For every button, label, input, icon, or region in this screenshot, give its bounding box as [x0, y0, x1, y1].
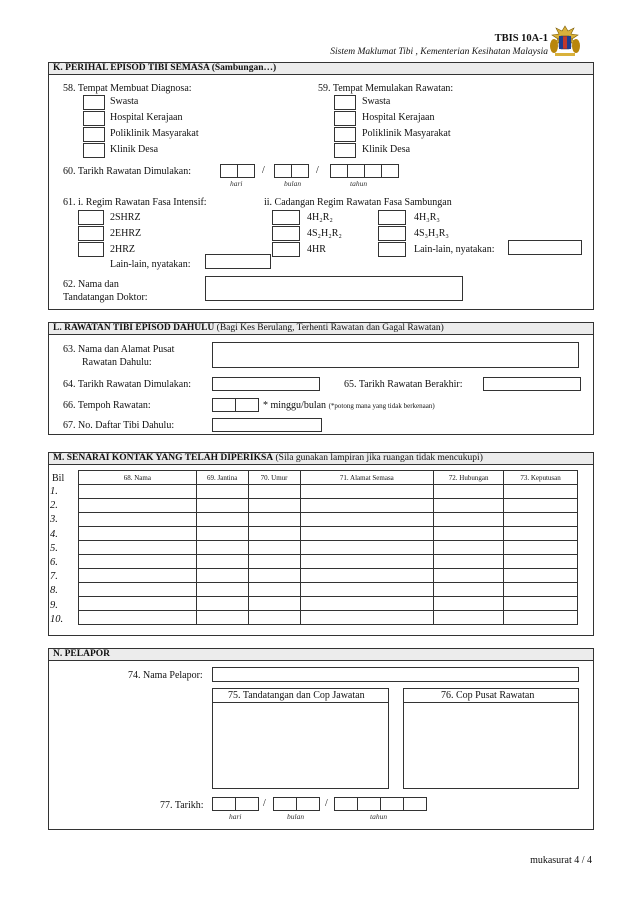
q59-option-label: Hospital Kerajaan — [362, 112, 435, 123]
q62-doctor-name-signature-input[interactable] — [205, 276, 463, 301]
q65-label: 65. Tarikh Rawatan Berakhir: — [344, 379, 463, 390]
table-cell-input[interactable] — [248, 527, 300, 541]
q59-checkbox-klinik-desa[interactable] — [334, 143, 356, 158]
table-cell-input[interactable] — [434, 527, 504, 541]
table-cell-input[interactable] — [248, 485, 300, 499]
table-cell-input[interactable] — [196, 527, 248, 541]
q77-year-digit-1[interactable] — [334, 797, 358, 811]
col-header-umur: 70. Umur — [248, 471, 300, 485]
q66-unit: * minggu/bulan — [263, 400, 327, 411]
q58-option-label: Klinik Desa — [110, 144, 159, 155]
q59-label: 59. Tempat Memulakan Rawatan: — [318, 83, 454, 94]
table-cell-input[interactable] — [196, 611, 248, 625]
q61i-option-label: 2HRZ — [110, 244, 135, 255]
table-cell-input[interactable] — [300, 569, 434, 583]
q59-option-label: Poliklinik Masyarakat — [362, 128, 451, 139]
q77-day-digit-1[interactable] — [212, 797, 236, 811]
table-cell-input[interactable] — [248, 541, 300, 555]
q61ii-checkbox-4s2h2r2[interactable] — [272, 226, 300, 241]
contact-table — [78, 470, 578, 625]
table-cell-input[interactable] — [248, 513, 300, 527]
table-cell-input[interactable] — [248, 597, 300, 611]
q61ii-checkbox-4h2r2[interactable] — [272, 210, 300, 225]
table-cell-input[interactable] — [79, 583, 197, 597]
q61i-label: 61. i. Regim Rawatan Fasa Intensif: — [63, 197, 207, 208]
q61ii-label: ii. Cadangan Regim Rawatan Fasa Sambungan — [264, 197, 452, 208]
q61i-checkbox-2hrz[interactable] — [78, 242, 104, 257]
q61i-option-label: 2SHRZ — [110, 212, 141, 223]
section-k-body — [48, 75, 594, 310]
q58-option-label: Poliklinik Masyarakat — [110, 128, 199, 139]
bil-header: Bil — [52, 473, 65, 484]
date-hint-year: tahun — [370, 812, 388, 821]
table-cell-input[interactable] — [248, 499, 300, 513]
table-row — [79, 597, 578, 611]
section-n-title: N. PELAPOR — [53, 649, 110, 659]
row-number: 6. — [50, 557, 58, 568]
q75-label: 75. Tandatangan dan Cop Jawatan — [228, 690, 365, 701]
q58-checkbox-klinik-desa[interactable] — [83, 143, 105, 158]
table-cell-input[interactable] — [504, 485, 578, 499]
q61ii-checkbox-4h3r3[interactable] — [378, 210, 406, 225]
table-cell-input[interactable] — [196, 499, 248, 513]
q74-reporter-name-input[interactable] — [212, 667, 579, 682]
q61ii-option-label: 4H₃R₃ — [414, 212, 440, 223]
q61i-option-label: Lain-lain, nyatakan: — [110, 259, 191, 270]
q58-label: 58. Tempat Membuat Diagnosa: — [63, 83, 192, 94]
table-cell-input[interactable] — [248, 555, 300, 569]
table-row — [79, 541, 578, 555]
q61i-other-input[interactable] — [205, 254, 271, 269]
date-separator: / — [262, 165, 265, 176]
table-row — [79, 527, 578, 541]
table-cell-input[interactable] — [300, 541, 434, 555]
section-l-title: L. RAWATAN TIBI EPISOD DAHULU — [53, 323, 215, 333]
q62-label-line2: Tandatangan Doktor: — [63, 292, 148, 303]
table-row — [79, 611, 578, 625]
q60-year-digit-1[interactable] — [330, 164, 348, 178]
table-cell-input[interactable] — [248, 611, 300, 625]
row-number: 7. — [50, 571, 58, 583]
q61i-checkbox-2ehrz[interactable] — [78, 226, 104, 241]
table-row — [79, 485, 578, 499]
q61i-option-label: 2EHRZ — [110, 228, 142, 239]
table-cell-input[interactable] — [434, 541, 504, 555]
q67-prev-register-input[interactable] — [212, 418, 322, 432]
table-cell-input[interactable] — [434, 499, 504, 513]
q66-note: (*potong mana yang tidak berkenaan) — [328, 402, 435, 410]
row-number: 4. — [50, 528, 58, 540]
row-number: 9. — [50, 599, 58, 611]
q58-option-label: Hospital Kerajaan — [110, 112, 183, 123]
q61ii-other-input[interactable] — [508, 240, 582, 255]
q66-duration-digit-1[interactable] — [212, 398, 236, 412]
col-header-hubungan: 72. Hubungan — [434, 471, 504, 485]
q61ii-option-label: 4HR — [307, 244, 326, 255]
q60-month-digit-2[interactable] — [291, 164, 309, 178]
q59-checkbox-hospital[interactable] — [334, 111, 356, 126]
q67-label: 67. No. Daftar Tibi Dahulu: — [63, 420, 175, 431]
form-code: TBIS 10A-1 — [494, 33, 548, 44]
table-cell-input[interactable] — [504, 527, 578, 541]
col-header-keputusan: 73. Keputusan — [504, 471, 578, 485]
date-hint-month: bulan — [284, 179, 302, 188]
q76-divider — [403, 702, 579, 703]
section-l-note: (Bagi Kes Berulang, Terhenti Rawatan dan Gagal Rawatan) — [216, 323, 444, 333]
table-cell-input[interactable] — [300, 499, 434, 513]
table-row — [79, 569, 578, 583]
q74-label: 74. Nama Pelapor: — [128, 670, 203, 681]
section-k-header — [48, 62, 594, 75]
row-number: 5. — [50, 542, 58, 554]
q65-end-date-input[interactable] — [483, 377, 581, 391]
q61i-checkbox-2shrz[interactable] — [78, 210, 104, 225]
q60-month-digit-1[interactable] — [274, 164, 292, 178]
table-cell-input[interactable] — [300, 611, 434, 625]
q61ii-checkbox-other[interactable] — [378, 242, 406, 257]
table-cell-input[interactable] — [300, 513, 434, 527]
q59-checkbox-poliklinik[interactable] — [334, 127, 356, 142]
q77-year-digit-2[interactable] — [357, 797, 381, 811]
table-cell-input[interactable] — [196, 583, 248, 597]
table-cell-input[interactable] — [434, 611, 504, 625]
q60-day-digit-1[interactable] — [220, 164, 238, 178]
q64-label: 64. Tarikh Rawatan Dimulakan: — [63, 379, 191, 390]
date-hint-month: bulan — [287, 812, 305, 821]
q60-year-digit-4[interactable] — [381, 164, 399, 178]
table-row — [79, 555, 578, 569]
q77-year-digit-4[interactable] — [403, 797, 427, 811]
table-cell-input[interactable] — [196, 541, 248, 555]
q60-day-digit-2[interactable] — [237, 164, 255, 178]
table-cell-input[interactable] — [504, 611, 578, 625]
q58-checkbox-swasta[interactable] — [83, 95, 105, 110]
section-k-title: K. PERIHAL EPISOD TIBI SEMASA (Sambungan…) — [53, 63, 277, 73]
table-row — [79, 499, 578, 513]
table-row — [79, 513, 578, 527]
table-cell-input[interactable] — [248, 583, 300, 597]
row-number: 2. — [50, 500, 58, 512]
table-cell-input[interactable] — [300, 527, 434, 541]
col-header-jantina: 69. Jantina — [196, 471, 248, 485]
table-cell-input[interactable] — [79, 527, 197, 541]
table-cell-input[interactable] — [196, 485, 248, 499]
date-separator: / — [316, 165, 319, 176]
table-cell-input[interactable] — [504, 597, 578, 611]
table-cell-input[interactable] — [300, 555, 434, 569]
q77-year-digit-3[interactable] — [380, 797, 404, 811]
coat-of-arms-logo — [548, 24, 582, 58]
table-cell-input[interactable] — [504, 513, 578, 527]
row-number: 8. — [50, 585, 58, 597]
q61ii-checkbox-4s3h3r3[interactable] — [378, 226, 406, 241]
date-hint-day: hari — [230, 179, 243, 188]
table-cell-input[interactable] — [504, 555, 578, 569]
table-cell-input[interactable] — [504, 541, 578, 555]
q66-label: 66. Tempoh Rawatan: — [63, 400, 151, 411]
table-cell-input[interactable] — [196, 597, 248, 611]
q77-month-digit-2[interactable] — [296, 797, 320, 811]
date-hint-year: tahun — [350, 179, 368, 188]
q61ii-option-label: Lain-lain, nyatakan: — [414, 244, 495, 255]
date-separator: / — [263, 798, 266, 809]
table-cell-input[interactable] — [300, 597, 434, 611]
section-m-note: (Sila gunakan lampiran jika ruangan tidak mencukupi) — [275, 453, 483, 463]
table-cell-input[interactable] — [434, 555, 504, 569]
section-m-header — [48, 452, 594, 465]
table-cell-input[interactable] — [79, 541, 197, 555]
table-cell-input[interactable] — [248, 569, 300, 583]
q75-divider — [212, 702, 389, 703]
section-n-header — [48, 648, 594, 661]
q77-label: 77. Tarikh: — [160, 800, 204, 811]
q59-option-label: Swasta — [362, 96, 391, 107]
q63-label-line1: 63. Nama dan Alamat Pusat — [63, 344, 175, 355]
q61ii-option-label: 4S₃H₃R₃ — [414, 228, 449, 239]
table-cell-input[interactable] — [434, 485, 504, 499]
col-header-nama: 68. Nama — [79, 471, 197, 485]
table-cell-input[interactable] — [434, 513, 504, 527]
q63-label-line2: Rawatan Dahulu: — [82, 357, 152, 368]
q58-checkbox-hospital[interactable] — [83, 111, 105, 126]
table-cell-input[interactable] — [504, 499, 578, 513]
table-cell-input[interactable] — [79, 513, 197, 527]
q59-checkbox-swasta[interactable] — [334, 95, 356, 110]
form-subtitle: Sistem Maklumat Tibi , Kementerian Kesihatan Malaysia — [330, 47, 548, 57]
q62-label-line1: 62. Nama dan — [63, 279, 119, 290]
row-number: 1. — [50, 486, 58, 497]
table-cell-input[interactable] — [196, 513, 248, 527]
contact-table-header — [79, 471, 578, 485]
q61ii-checkbox-4hr[interactable] — [272, 242, 300, 257]
q61ii-option-label: 4H₂R₂ — [307, 212, 333, 223]
q76-center-stamp-box[interactable] — [403, 688, 579, 789]
row-number: 3. — [50, 514, 58, 526]
date-separator: / — [325, 798, 328, 809]
col-header-alamat: 71. Alamat Semasa — [300, 471, 434, 485]
table-cell-input[interactable] — [196, 569, 248, 583]
q60-year-digit-2[interactable] — [347, 164, 365, 178]
q77-day-digit-2[interactable] — [235, 797, 259, 811]
table-cell-input[interactable] — [79, 611, 197, 625]
table-cell-input[interactable] — [434, 583, 504, 597]
table-cell-input[interactable] — [504, 569, 578, 583]
date-hint-day: hari — [229, 812, 242, 821]
table-cell-input[interactable] — [300, 583, 434, 597]
table-cell-input[interactable] — [79, 555, 197, 569]
table-cell-input[interactable] — [434, 597, 504, 611]
section-m-title: M. SENARAI KONTAK YANG TELAH DIPERIKSA — [53, 453, 274, 463]
q58-option-label: Swasta — [110, 96, 139, 107]
q64-start-date-input[interactable] — [212, 377, 320, 391]
page-number: mukasurat 4 / 4 — [530, 855, 592, 866]
table-cell-input[interactable] — [79, 485, 197, 499]
q76-label: 76. Cop Pusat Rawatan — [441, 690, 535, 701]
contact-table-body — [79, 485, 578, 625]
table-cell-input[interactable] — [79, 597, 197, 611]
table-cell-input[interactable] — [504, 583, 578, 597]
q66-unit-label — [263, 400, 435, 411]
q60-label: 60. Tarikh Rawatan Dimulakan: — [63, 166, 191, 177]
table-row — [79, 583, 578, 597]
q59-option-label: Klinik Desa — [362, 144, 411, 155]
table-cell-input[interactable] — [300, 485, 434, 499]
table-cell-input[interactable] — [196, 555, 248, 569]
table-cell-input[interactable] — [79, 499, 197, 513]
q61ii-option-label: 4S₂H₂R₂ — [307, 228, 342, 239]
table-cell-input[interactable] — [434, 569, 504, 583]
q63-previous-center-input[interactable] — [212, 342, 579, 368]
q75-signature-stamp-box[interactable] — [212, 688, 389, 789]
q77-month-digit-1[interactable] — [273, 797, 297, 811]
section-l-header — [48, 322, 594, 335]
q58-checkbox-poliklinik[interactable] — [83, 127, 105, 142]
row-number: 10. — [50, 613, 64, 625]
q60-year-digit-3[interactable] — [364, 164, 382, 178]
table-cell-input[interactable] — [79, 569, 197, 583]
q66-duration-digit-2[interactable] — [235, 398, 259, 412]
